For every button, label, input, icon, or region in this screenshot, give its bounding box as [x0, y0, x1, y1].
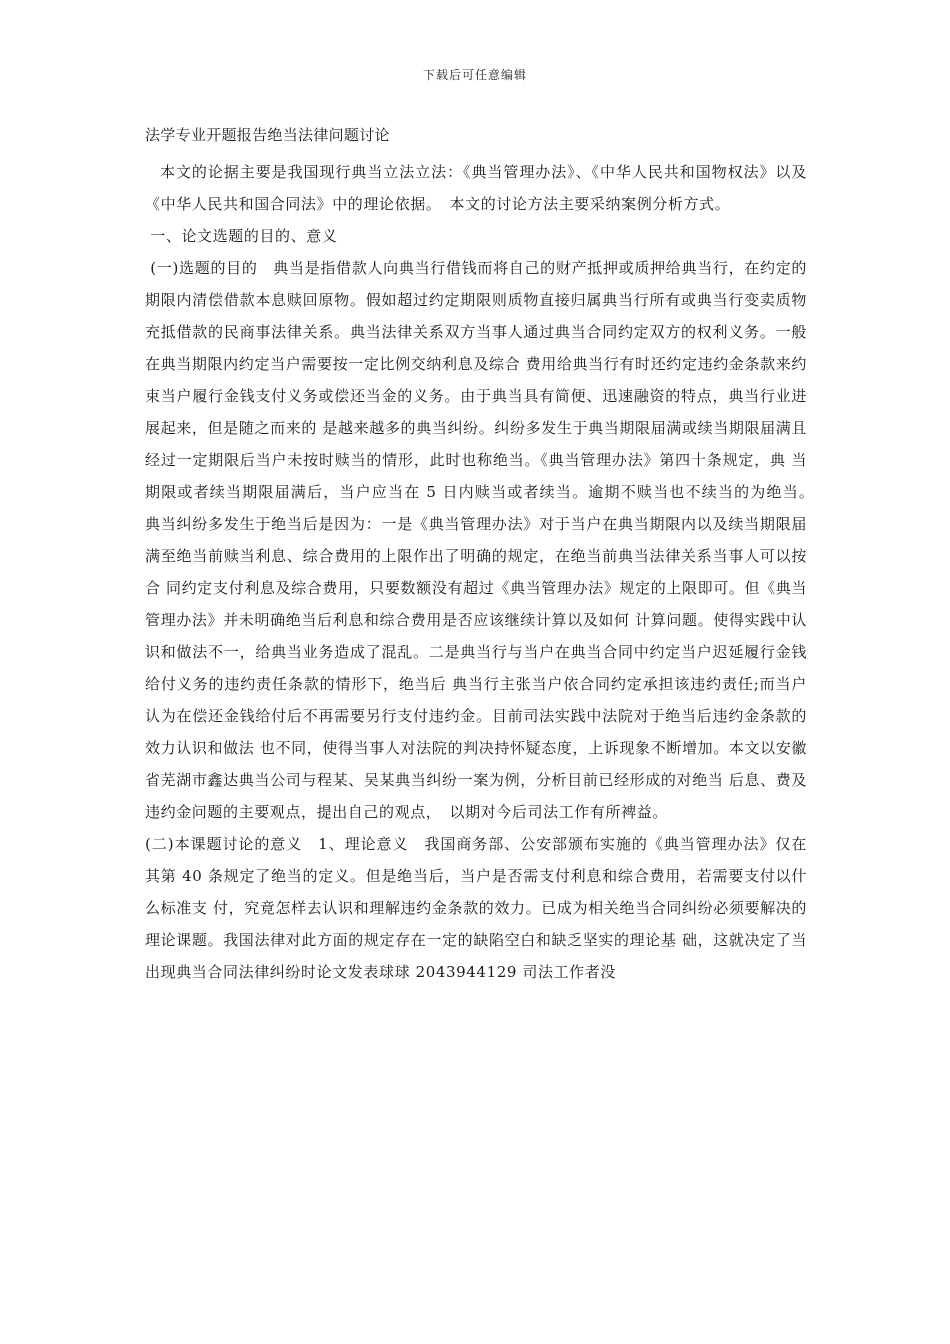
paragraph-intro: 本文的论据主要是我国现行典当立法立法：《典当管理办法》、《中华人民共和国物权法》以及《中华人民共和国合同法》中的理论依据。 本文的讨论方法主要采纳案例分析方式。	[145, 163, 807, 213]
header-note: 下载后可任意编辑	[422, 68, 527, 82]
document-body	[145, 156, 823, 988]
section-heading-1: 一、论文选题的目的、意义	[150, 227, 338, 245]
document-title: 法学专业开题报告绝当法律问题讨论	[145, 126, 390, 144]
paragraph-significance: (二)本课题讨论的意义 1、理论意义 我国商务部、公安部颁布实施的《典当管理办法》仅在其第 40 条规定了绝当的定义。但是绝当后，当户是否需支付利息和综合费用，若需要支付以什么标准支 付，究竟怎样去认识和理解违约金条款的效力。已成为相关绝当合同纠纷必须要解决的理论课题。我国法律对此方面的规定存在一定的缺陷空白和缺乏坚实的理论基 础，这就决定了当出现典当合同法律纠纷时论文发表球球 2043944129 司法工作者没	[145, 835, 807, 981]
paragraph-purpose: (一)选题的目的 典当是指借款人向典当行借钱而将自己的财产抵押或质押给典当行，在约定的期限内清偿借款本息赎回原物。假如超过约定期限则质物直接归属典当行所有或典当行变卖质物充抵借款的民商事法律关系。典当法律关系双方当事人通过典当合同约定双方的权利义务。一般在典当期限内约定当户需要按一定比例交纳利息及综合 费用给典当行有时还约定违约金条款来约束当户履行金钱支付义务或偿还当金的义务。由于典当具有简便、迅速融资的特点，典当行业进展起来，但是随之而来的 是越来越多的典当纠纷。纠纷多发生于典当期限届满或续当期限届满且经过一定期限后当户未按时赎当的情形，此时也称绝当。《典当管理办法》第四十条规定，典 当期限或者续当期限届满后，当户应当在 5 日内赎当或者续当。逾期不赎当也不续当的为绝当。 典当纠纷多发生于绝当后是因为：一是《典当管理办法》对于当户在典当期限内以及续当期限届满至绝当前赎当利息、综合费用的上限作出了明确的规定，在绝当前典当法律关系当事人可以按合 同约定支付利息及综合费用，只要数额没有超过《典当管理办法》规定的上限即可。但《典当管理办法》并未明确绝当后利息和综合费用是否应该继续计算以及如何 计算问题。使得实践中认识和做法不一，给典当业务造成了混乱。二是典当行与当户在典当合同中约定当户迟延履行金钱给付义务的违约责任条款的情形下，绝当后 典当行主张当户依合同约定承担该违约责任;而当户认为在偿还金钱给付后不再需要另行支付违约金。目前司法实践中法院对于绝当后违约金条款的效力认识和做法 也不同，使得当事人对法院的判决持怀疑态度，上诉现象不断增加。本文以安徽省芜湖市鑫达典当公司与程某、吴某典当纠纷一案为例，分析目前已经形成的对绝当 后息、费及违约金问题的主要观点，提出自己的观点， 以期对今后司法工作有所裨益。	[145, 259, 823, 821]
